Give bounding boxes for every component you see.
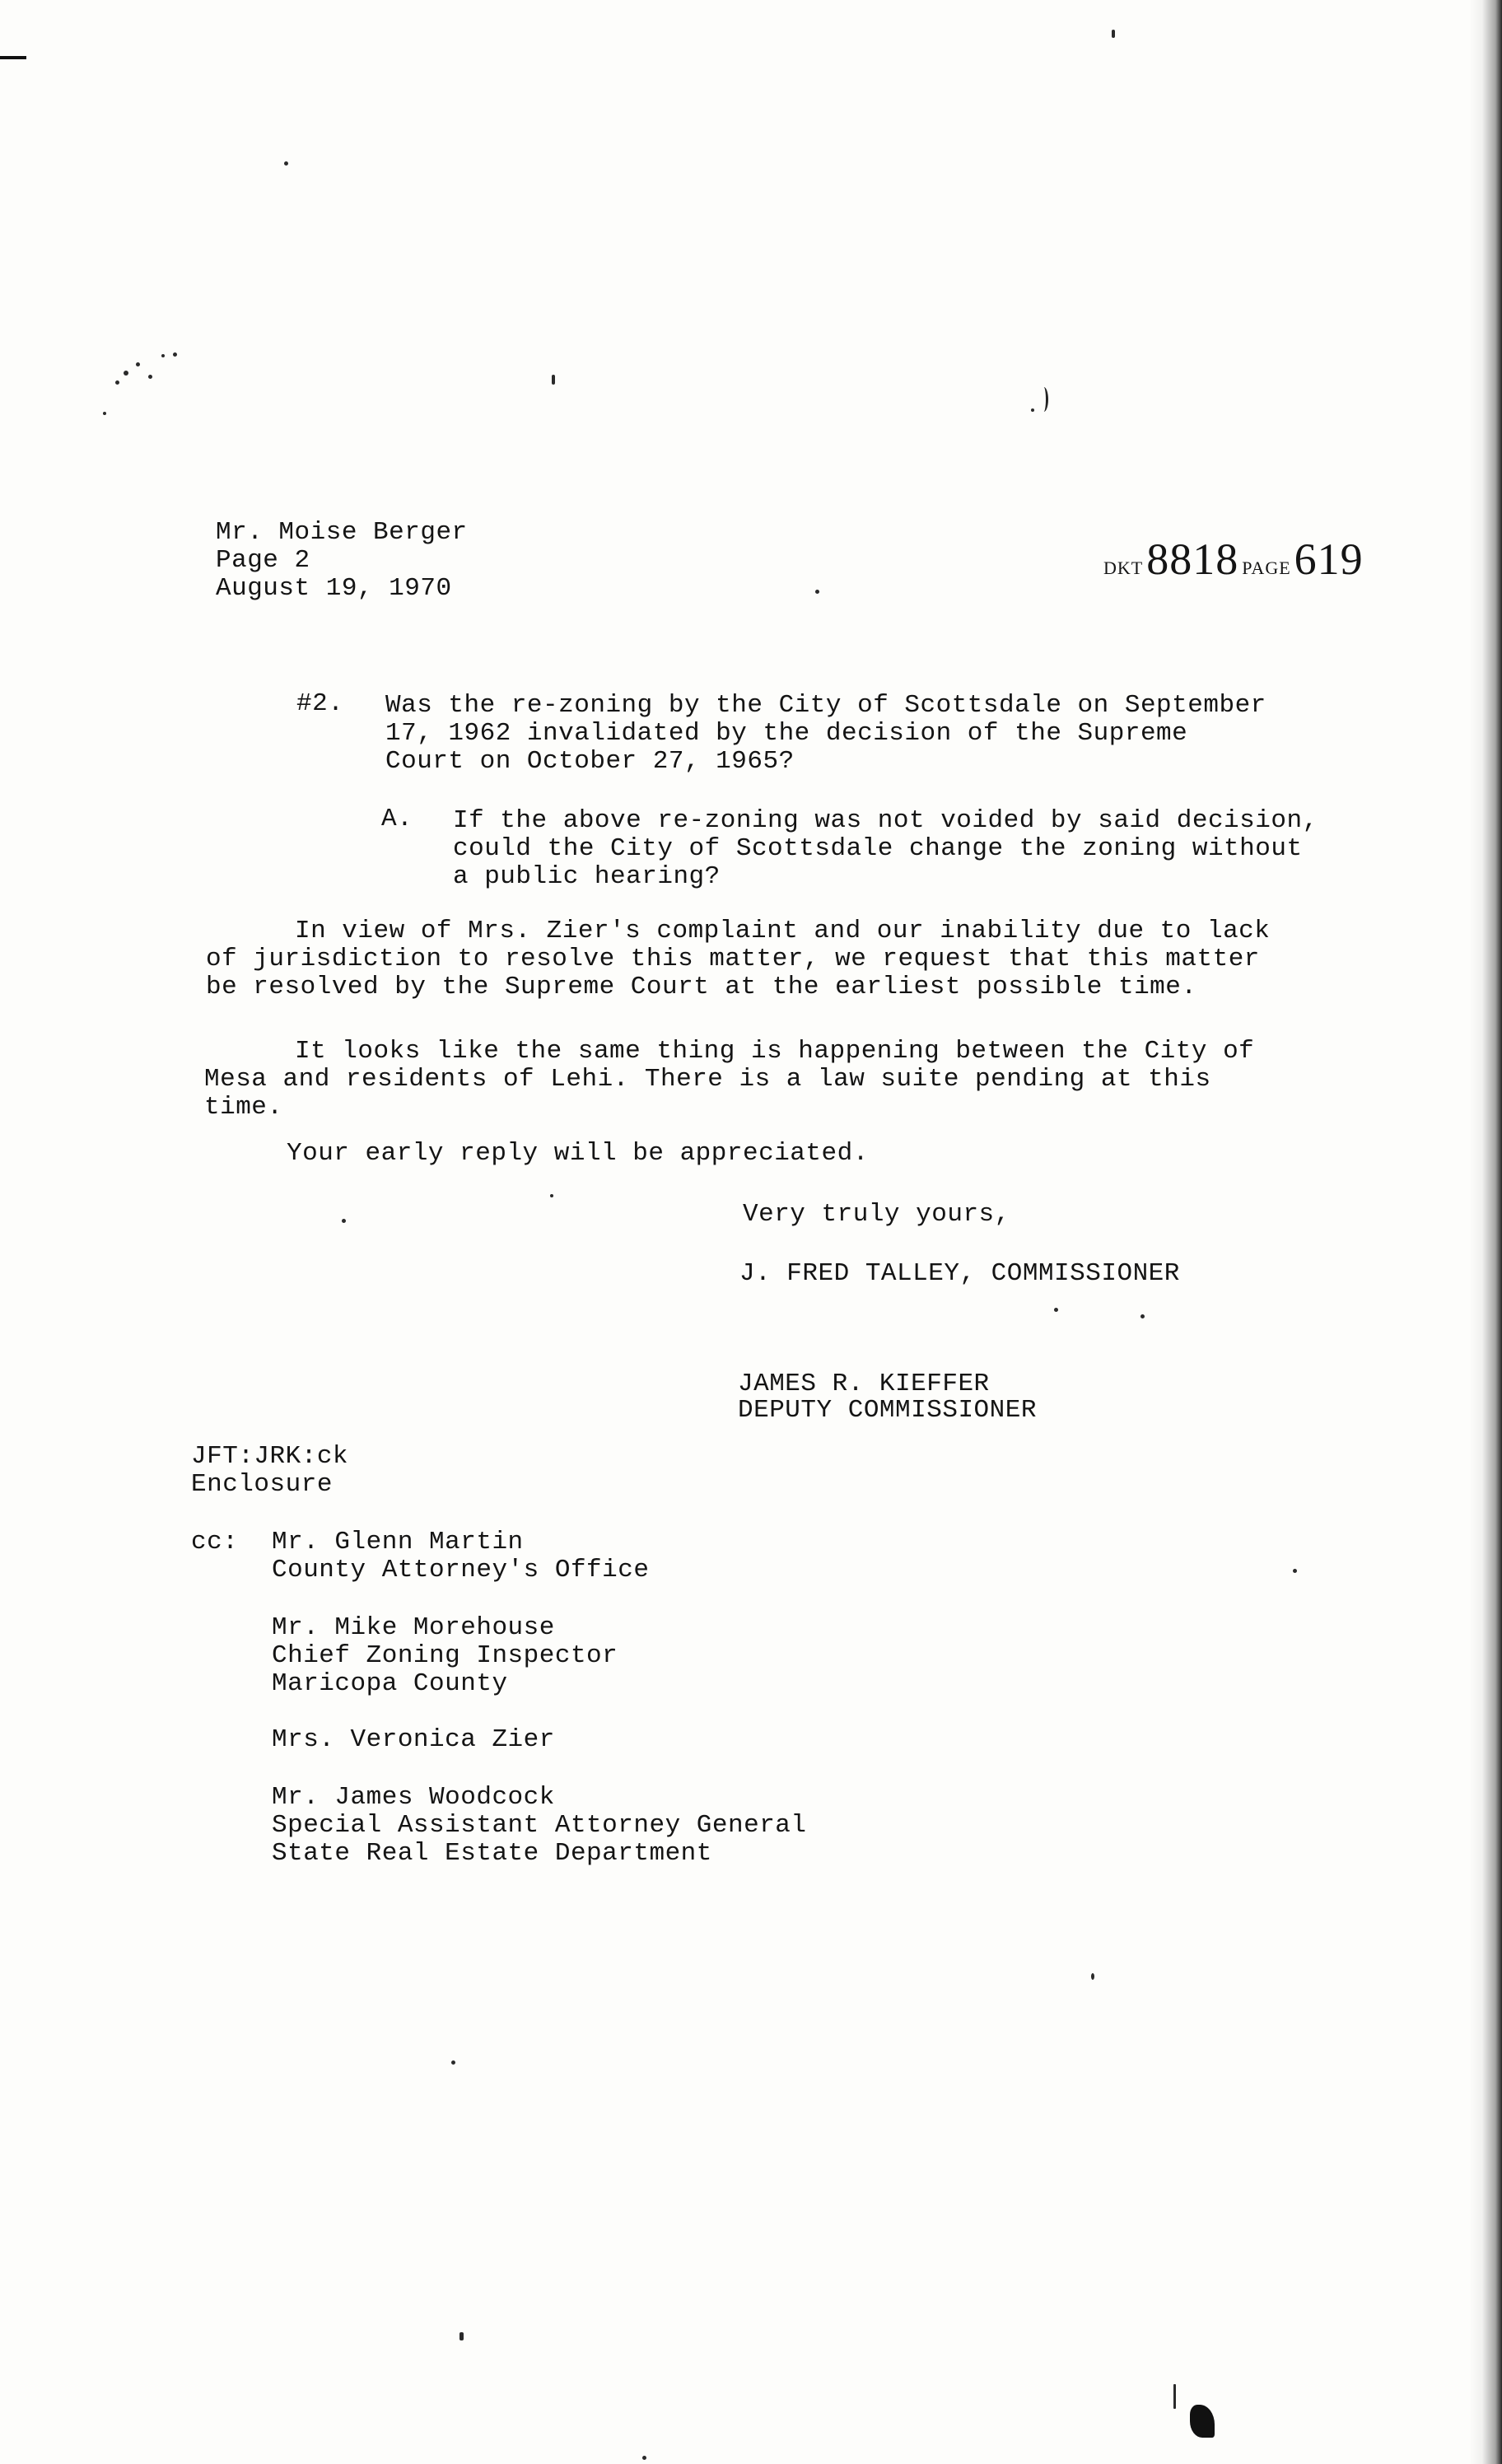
scan-speck <box>161 354 165 357</box>
letter-date: August 19, 1970 <box>216 574 452 603</box>
scan-speck <box>115 380 119 385</box>
question-line: Court on October 27, 1965? <box>385 747 795 776</box>
cc-recipient-detail: Chief Zoning Inspector <box>272 1641 618 1670</box>
scan-speck <box>550 1194 553 1197</box>
enclosure-note: Enclosure <box>191 1470 333 1499</box>
cc-recipient-detail: State Real Estate Department <box>272 1839 712 1868</box>
body-paragraph-line: Mesa and residents of Lehi. There is a law suite pending at this <box>204 1065 1211 1094</box>
cc-recipient-detail: County Attorney's Office <box>272 1556 650 1584</box>
scan-speck <box>136 362 140 366</box>
cc-recipient-detail: Maricopa County <box>272 1669 508 1698</box>
closing-salutation: Very truly yours, <box>743 1200 1010 1229</box>
page-number-line: Page 2 <box>216 546 310 575</box>
scan-speck <box>1112 30 1115 38</box>
scan-speck <box>1293 1569 1297 1573</box>
scan-speck <box>284 161 288 166</box>
scan-speck <box>1054 1308 1058 1312</box>
docket-stamp <box>1103 534 1364 585</box>
question-line: Was the re-zoning by the City of Scottsdale on September <box>385 691 1266 720</box>
docket-page-number: 619 <box>1294 534 1364 584</box>
cc-recipient: Mrs. Veronica Zier <box>272 1725 555 1754</box>
scan-speck <box>124 371 128 376</box>
scan-speck <box>451 2060 455 2065</box>
deputy-title: DEPUTY COMMISSIONER <box>738 1396 1037 1425</box>
cc-recipient: Mr. Glenn Martin <box>272 1528 524 1556</box>
question-number: #2. <box>296 689 344 718</box>
recipient-name: Mr. Moise Berger <box>216 518 468 547</box>
scan-speck <box>148 375 152 379</box>
scan-speck <box>642 2456 646 2460</box>
sub-question-line: If the above re-zoning was not voided by said decision, <box>453 806 1318 835</box>
scan-speck <box>103 412 106 415</box>
scan-speck <box>1031 408 1034 412</box>
signer-name: J. FRED TALLEY, COMMISSIONER <box>739 1259 1180 1288</box>
docket-page-label: PAGE <box>1242 558 1291 578</box>
scan-speck <box>459 2332 464 2340</box>
sub-question-label: A. <box>381 805 413 833</box>
cc-recipient: Mr. Mike Morehouse <box>272 1613 555 1642</box>
scan-speck <box>815 590 819 594</box>
scan-speck <box>1091 1973 1094 1980</box>
docket-number: 8818 <box>1146 534 1239 584</box>
scan-speck <box>552 375 555 385</box>
body-paragraph-line: In view of Mrs. Zier's complaint and our inability due to lack <box>295 917 1271 945</box>
cc-recipient: Mr. James Woodcock <box>272 1783 555 1812</box>
body-paragraph-line: Your early reply will be appreciated. <box>287 1139 869 1168</box>
sub-question-line: a public hearing? <box>453 862 721 891</box>
reference-initials: JFT:JRK:ck <box>191 1442 349 1471</box>
cc-recipient-detail: Special Assistant Attorney General <box>272 1811 807 1840</box>
scan-edge-shadow <box>1469 0 1502 2464</box>
body-paragraph-line: time. <box>204 1093 283 1122</box>
sub-question-line: could the City of Scottsdale change the zoning without <box>453 834 1303 863</box>
scan-speck <box>1140 1314 1145 1318</box>
scan-speck <box>342 1219 346 1223</box>
body-paragraph-line: It looks like the same thing is happening between the City of <box>295 1037 1255 1066</box>
scan-speck <box>173 352 177 357</box>
margin-mark <box>0 56 26 59</box>
question-line: 17, 1962 invalidated by the decision of the Supreme <box>385 719 1188 748</box>
docket-label: DKT <box>1103 558 1144 578</box>
body-paragraph-line: be resolved by the Supreme Court at the earliest possible time. <box>206 973 1197 1001</box>
scan-speck <box>1173 2384 1176 2409</box>
scan-speck <box>1039 387 1048 412</box>
body-paragraph-line: of jurisdiction to resolve this matter, we request that this matter <box>206 945 1260 973</box>
deputy-name: JAMES R. KIEFFER <box>738 1370 990 1398</box>
scan-speck <box>1190 2405 1215 2438</box>
cc-label: cc: <box>191 1528 239 1556</box>
